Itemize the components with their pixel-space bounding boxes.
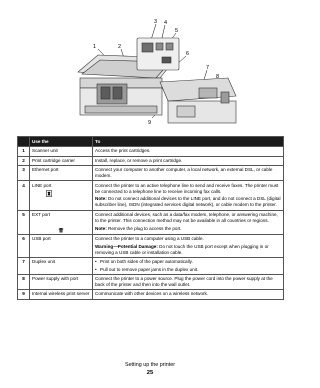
table-row: [18, 235, 284, 258]
row-number: 6: [18, 235, 30, 258]
part-name: Print cartridge carrier: [30, 156, 93, 165]
part-description: [93, 181, 284, 210]
callout-3: 3: [154, 19, 158, 25]
row-number: 4: [18, 181, 30, 210]
bullet-list: [95, 259, 281, 272]
warning-label: Warning—Potential Damage:: [95, 243, 158, 249]
description-text: Connect the printer to a power source. Plug the power cord into the power supply at the back of the printer and then into the wall outlet.: [95, 275, 273, 287]
callout-9: 9: [148, 120, 152, 126]
printer-illustration: [0, 0, 300, 140]
row-number: 5: [18, 210, 30, 234]
part-name: Ethernet port: [30, 165, 93, 181]
part-name-cell: [30, 210, 93, 234]
part-description: [93, 156, 284, 165]
part-name: Scanner unit: [30, 147, 93, 156]
part-description: [93, 274, 284, 290]
part-name: LINE port: [32, 182, 52, 188]
note-text: Remove the plug to access the port.: [106, 225, 182, 231]
table-row: [18, 165, 284, 181]
bullet-item: • Pull out to remove paper jams in the duplex unit.: [95, 267, 281, 273]
note: [95, 196, 281, 208]
page-footer: [0, 362, 300, 376]
table-row: [18, 258, 284, 275]
part-description: [93, 258, 284, 275]
note-label: Note:: [95, 196, 107, 202]
section-title: Setting up the printer: [124, 362, 176, 368]
callout-5: 5: [175, 28, 179, 34]
note: [95, 226, 281, 232]
table-row: [18, 181, 284, 210]
row-number: 7: [18, 258, 30, 275]
part-description: [93, 165, 284, 181]
warning-text: Do not touch the USB port except when plugging in or removing a USB cable or installation cable.: [95, 243, 269, 255]
printer-rear-view: [160, 78, 236, 123]
ext-port-icon: [58, 226, 64, 233]
port-panel-detail: [137, 38, 179, 70]
description-text: Install, replace, or remove a print cartridge.: [95, 157, 183, 163]
bullet-item: • Print on both sides of the paper automatically.: [95, 259, 281, 265]
table-row: [18, 274, 284, 290]
line-port-icon: [46, 190, 52, 197]
header-spacer: [18, 137, 30, 147]
row-number: 9: [18, 290, 30, 299]
description-text: Access the print cartridges.: [95, 148, 151, 154]
callout-6: 6: [186, 51, 190, 57]
header-to: To: [93, 137, 284, 147]
part-name-cell: [30, 181, 93, 210]
callout-8: 8: [216, 74, 220, 80]
part-name: EXT port: [32, 211, 51, 217]
description-text: Connect your computer to another computer, a local network, an external DSL, or cable modem.: [95, 167, 273, 179]
part-description: [93, 235, 284, 258]
note-label: Note:: [95, 225, 107, 231]
printer-parts-table: [17, 136, 284, 300]
row-number: 1: [18, 147, 30, 156]
part-name: USB port: [30, 235, 93, 258]
row-number: 8: [18, 274, 30, 290]
page-number: 25: [146, 369, 154, 376]
description-text: Connect additional devices, such as a data/fax modem, telephone, or answering machine, to the printer. This connection method may not be available in all countries or regions.: [95, 211, 278, 223]
description-text: Communicate with other devices on a wireless network.: [95, 291, 209, 297]
callout-2: 2: [118, 44, 122, 50]
part-name: Power supply with port: [30, 274, 93, 290]
note-text: Do not connect additional devices to the LINE port, and do not connect a DSL (digital subscriber line), ISDN (integrated services digital network), or cable modem to the printer.: [95, 196, 281, 208]
callout-1: 1: [93, 44, 97, 50]
part-description: [93, 210, 284, 234]
callout-4: 4: [164, 20, 168, 26]
part-description: [93, 290, 284, 299]
header-use-the: Use the: [30, 137, 93, 147]
warning: [95, 244, 281, 256]
row-number: 3: [18, 165, 30, 181]
part-description: [93, 147, 284, 156]
table-row: [18, 147, 284, 156]
part-name: Duplex unit: [30, 258, 93, 275]
callout-7: 7: [206, 65, 210, 71]
description-text: Connect the printer to a computer using a USB cable.: [95, 236, 204, 242]
description-text: Connect the printer to an active telephone line to send and receive faxes. The printer must be connected to a telephone line to receive incoming fax calls.: [95, 182, 279, 194]
table-row: [18, 290, 284, 299]
part-name: Internal wireless print server: [30, 290, 93, 299]
table-row: [18, 156, 284, 165]
table-header-row: [18, 137, 284, 147]
row-number: 2: [18, 156, 30, 165]
table-row: [18, 210, 284, 234]
